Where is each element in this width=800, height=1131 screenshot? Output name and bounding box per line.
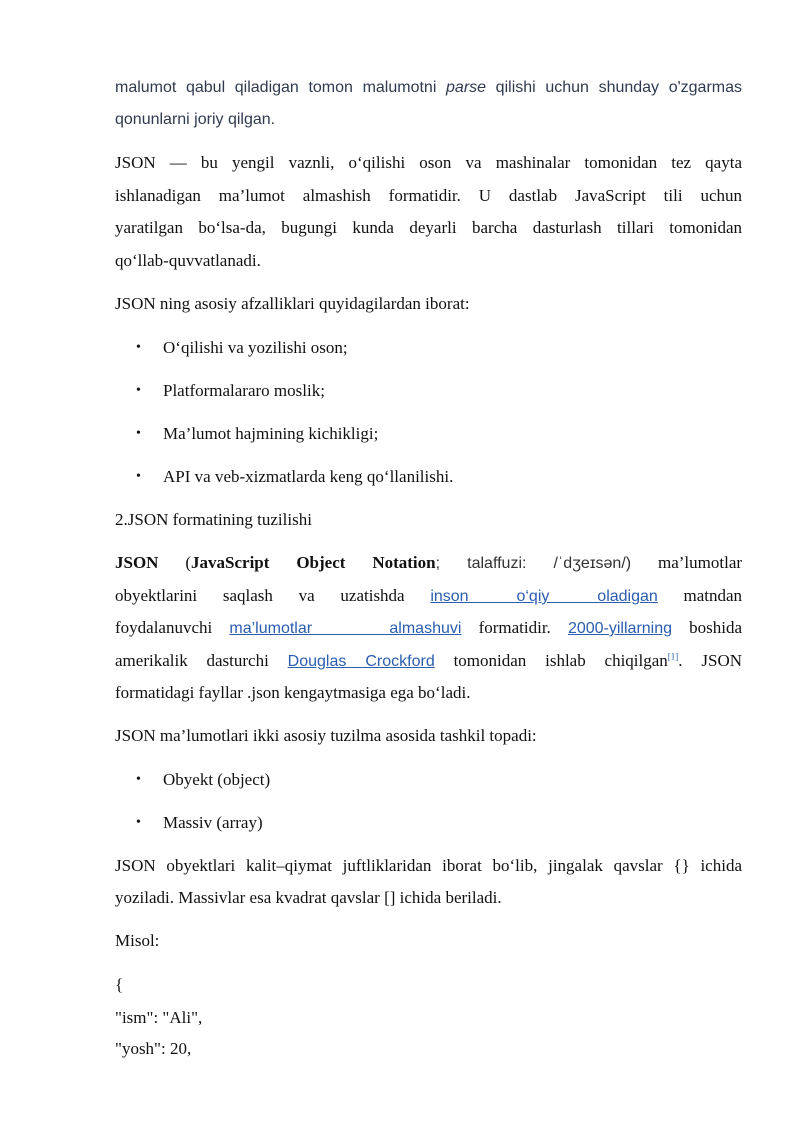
link-human-readable[interactable]: inson o‘qiy oladigan (430, 588, 658, 605)
text: ma’lumotlar (658, 553, 743, 572)
paragraph-continuation-line-2: qonunlarni joriy qilgan. (115, 111, 276, 128)
text: qilishi uchun shunday o'zgarmas (486, 79, 742, 96)
list-item: Obyekt (object) (163, 770, 271, 789)
code-line: { (115, 975, 124, 994)
structures-intro: JSON ma’lumotlari ikki asosiy tuzilma asosida tashkil topadi: (115, 726, 537, 745)
text: ( (158, 553, 192, 572)
bullet-icon: • (136, 426, 141, 441)
section-heading: 2.JSON formatining tuzilishi (115, 510, 312, 529)
definition-line-3 (115, 612, 742, 645)
term-notation: Notation (372, 553, 436, 572)
definition-line-1 (115, 547, 742, 580)
bullet-icon: • (136, 340, 141, 355)
footnote-reference[interactable]: [1] (667, 651, 679, 662)
emphasis-parse: parse (446, 79, 487, 96)
text: saqlash (222, 586, 273, 605)
term-json: JSON (115, 553, 159, 572)
text: boshida (689, 618, 743, 637)
intro-paragraph-line-3: yaratilgan bo‘lsa-da, bugungi kunda deyarli barcha dasturlash tillari tomonidan (115, 218, 742, 237)
paragraph-continuation-line-1 (115, 72, 742, 104)
intro-paragraph-line-2: ishlanadigan ma’lumot almashish formatidir. U dastlab JavaScript tili uchun (115, 186, 742, 205)
bullet-icon: • (136, 772, 141, 787)
text: obyektlarini (115, 586, 198, 605)
code-line: "ism": "Ali", (115, 1008, 203, 1027)
intro-paragraph-line-1: JSON — bu yengil vaznli, o‘qilishi oson va mashinalar tomonidan tez qayta (115, 153, 742, 172)
term-javascript: JavaScript (191, 553, 270, 572)
text: formatidir. (478, 618, 551, 637)
text: malumot qabul qiladigan tomon malumotni (115, 79, 447, 96)
advantages-intro: JSON ning asosiy afzalliklari quyidagilardan iborat: (115, 294, 470, 313)
text: . JSON (678, 651, 742, 670)
link-2000s[interactable]: 2000-yillarning (567, 620, 673, 637)
definition-line-2 (115, 580, 742, 613)
text: va (298, 586, 315, 605)
text: amerikalik dasturchi (115, 651, 269, 670)
term-object: Object (296, 553, 346, 572)
pronunciation: ; talaffuzi: /ˈdʒeɪsən/) (435, 555, 632, 572)
list-item: Ma’lumot hajmining kichikligi; (163, 424, 379, 443)
list-item: O‘qilishi va yozilishi oson; (163, 338, 348, 357)
bullet-icon: • (136, 383, 141, 398)
list-item: API va veb-xizmatlarda keng qo‘llanilishi. (163, 467, 454, 486)
link-data-exchange[interactable]: ma’lumotlar almashuvi (229, 620, 462, 637)
list-item: Platformalararo moslik; (163, 381, 325, 400)
code-line: "yosh": 20, (115, 1039, 192, 1058)
bullet-icon: • (136, 815, 141, 830)
list-item: Massiv (array) (163, 813, 263, 832)
text: tomonidan ishlab chiqilgan (453, 651, 668, 670)
definition-line-4 (115, 645, 742, 678)
definition-line-5: formatidagi fayllar .json kengaytmasiga ega bo‘ladi. (115, 683, 471, 702)
example-label: Misol: (115, 931, 160, 950)
text: matndan (683, 586, 743, 605)
link-douglas-crockford[interactable]: Douglas Crockford (287, 653, 435, 670)
text: foydalanuvchi (115, 618, 213, 637)
bullet-icon: • (136, 469, 141, 484)
objects-paragraph-line-1: JSON obyektlari kalit–qiymat juftliklaridan iborat bo‘lib, jingalak qavslar {} ichida (115, 856, 742, 875)
text: uzatishda (340, 586, 405, 605)
objects-paragraph-line-2: yoziladi. Massivlar esa kvadrat qavslar [] ichida beriladi. (115, 888, 502, 907)
intro-paragraph-line-4: qo‘llab-quvvatlanadi. (115, 251, 261, 270)
